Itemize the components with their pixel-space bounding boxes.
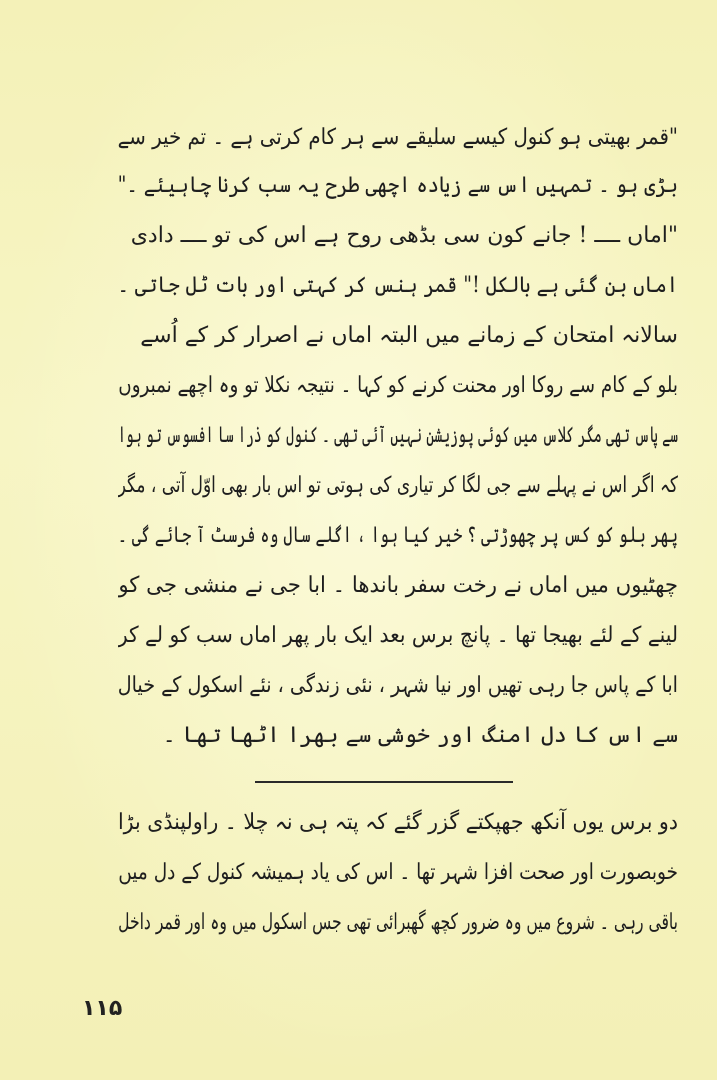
text-line: "قمر بھیتی ہو کنول کیسے سلیقے سے ہر کام کرتی ہے ۔ تم خیر سے (118, 125, 678, 150)
text-line: خوبصورت اور صحت افزا شہر تھا ۔ اس کی یاد ہمیشہ کنول کے دل میں (118, 860, 678, 885)
text-line: دو برس یوں آنکھ جھپکتے گزر گئے کہ پتہ ہی نہ چلا ۔ راولپنڈی بڑا (118, 810, 678, 835)
text-line: باقی رہی ۔ شروع میں وہ ضرور کچھ گھبرائی تھی جس اسکول میں وہ اور قمر داخل (118, 910, 678, 935)
text-line: چھٹیوں میں اماں نے رخت سفر باندھا ۔ ابا جی نے منشی جی کو (118, 573, 678, 598)
text-section-bottom (118, 800, 678, 960)
text-line: سے اس کا دل امنگ اور خوشی سے بھرا اٹھا تھا ۔ (162, 723, 678, 748)
text-line: "اماں ــــ ! جانے کون سی بڈھی روح ہے اس کی تو ــــ دادی (130, 223, 678, 248)
text-line: اماں بن گئی ہے بالکل !" قمر ہنس کر کہتی اور بات ٹل جاتی ۔ (118, 273, 678, 298)
page-number: ۱۱۵ (82, 996, 123, 1021)
text-line: سے پاس تھی مگر کلاس میں کوئی پوزیشن نہیں آئی تھی ۔ کنول کو ذرا سا افسوس تو ہوا (118, 423, 678, 448)
section-divider (255, 781, 513, 783)
text-line: کہ اگر اس نے پہلے سے جی لگا کر تیاری کی ہوتی تو اس بار بھی اوّل آتی ، مگر (118, 473, 678, 498)
text-line: بلو کے کام سے روکا اور محنت کرنے کو کہا ۔ نتیجہ نکلا تو وہ اچھے نمبروں (118, 373, 678, 398)
text-line: بڑی ہو ۔ تمہیں اس سے زیادہ اچھی طرح یہ سب کرنا چاہیئے ۔" (118, 173, 678, 198)
text-line: لینے کے لئے بھیجا تھا ۔ پانچ برس بعد ایک بار پھر اماں سب کو لے کر (118, 623, 678, 648)
text-line: ابا کے پاس جا رہی تھیں اور نیا شہر ، نئی زندگی ، نئے اسکول کے خیال (118, 673, 678, 698)
text-section-top (118, 115, 678, 755)
text-line: پھر بلو کو کس پر چھوڑتی ؟ خیر کیا ہوا ، اگلے سال وہ فرسٹ آ جائے گی ۔ (118, 523, 678, 548)
text-line: سالانہ امتحان کے زمانے میں البتہ اماں نے اصرار کر کے اُسے (140, 323, 678, 348)
